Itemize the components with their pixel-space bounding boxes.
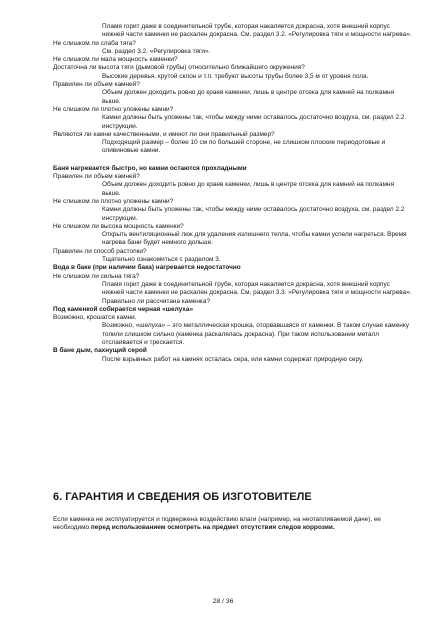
warranty-emphasis: перед использованием осмотреть на предмет отсутствия следов коррозии. bbox=[90, 524, 335, 532]
check-answer: Высокие деревья, крутой склон и т.п. требуют высоты трубы более 3,5 м от уровня пола. bbox=[102, 72, 369, 80]
check-answer: Объем должен доходить ровно до краев каменки, лишь в центре отсека для камней на полкамня выше. bbox=[102, 181, 395, 197]
check-answer: Камни должны быть уложены так, чтобы между ними оставалось достаточно воздуха, см. раздел 2.2. инструкции. bbox=[102, 114, 407, 130]
check-answer: Пламя горит даже в соединительной трубе, которая накаляется докрасна, хотя внешний корпус нижней части каменки не раскален докрасна. См. раздел 3.3. «Регулировка тяги и мощности нагрева». Правильно ли рассчитана каменка? bbox=[102, 280, 412, 305]
check-question: Возможно, крошатся камни. bbox=[53, 314, 137, 322]
section-title: 6. ГАРАНТИЯ И СВЕДЕНИЯ ОБ ИЗГОТОВИТЕЛЕ bbox=[53, 491, 312, 503]
check-question: Достаточна ли высота тяги (дымовой трубы) относительно ближайшего окружения? bbox=[53, 64, 305, 72]
check-answer: Тщательно ознакомиться с разделом 3. bbox=[102, 256, 221, 264]
problem-heading: В бане дым, пахнущий серой bbox=[53, 347, 147, 355]
check-answer: Возможно, «шелуха» – это металлическая крошка, оторвавшаяся от каменки. В таком случае каменку топили слишком сильно (каменка раскалялась докрасна). При таком использовании металл отслаивается и трескается. bbox=[102, 322, 409, 346]
check-answer: Объем должен доходить ровно до краев каменки, лишь в центре отсека для камней на полкамня выше. bbox=[102, 89, 395, 105]
check-question: Не слишком ли сильна тяга? bbox=[53, 272, 140, 280]
check-question: Не слишком ли плотно уложены камни? bbox=[53, 105, 174, 113]
check-question: Правилен ли объем камней? bbox=[53, 173, 140, 181]
check-question: Являются ли камни качественными, и имеют ли они правильный размер? bbox=[53, 130, 275, 138]
check-question: Не слишком ли слаба тяга? bbox=[53, 39, 136, 47]
warranty-paragraph bbox=[53, 516, 403, 533]
check-answer: Пламя горит даже в соединительной трубе, которая накаляется докрасна, хотя внешний корпус нижней части каменки не раскален докрасна. См. раздел 3.2. «Регулировка тяги и мощности нагрева». bbox=[102, 23, 412, 39]
check-question: Не слишком ли плотно уложены камни? bbox=[53, 197, 174, 205]
page-number: 28 / 36 bbox=[212, 598, 234, 605]
problem-heading: Баня нагревается быстро, но камни остаются прохладными bbox=[53, 164, 247, 172]
check-question: Не слишком ли высока мощность каменки? bbox=[53, 222, 184, 230]
troubleshooting-list bbox=[53, 23, 413, 364]
check-answer: После взрывных работ на камнях осталась сера, или камни содержат природную серу. bbox=[102, 355, 364, 363]
check-answer: Открыть вентиляционный люк для удаления излишнего тепла, чтобы камни успели нагреться. Время нагрева бани будет немного дольше. bbox=[102, 231, 407, 247]
check-question: Правилен ли способ растопки? bbox=[53, 247, 147, 255]
check-question: Правилен ли объем камней? bbox=[53, 81, 140, 89]
warranty-text: Если каменка не эксплуатируется и подвержена воздействию влаги (например, на неотапливаемой даче), ее необходимо bbox=[53, 516, 382, 532]
check-answer: Камни должны быть уложены так, чтобы между ними оставалось достаточно воздуха, см. раздел 2.2 инструкции. bbox=[102, 206, 405, 222]
problem-heading: Под каменкой собирается черная «шелуха» bbox=[53, 305, 194, 313]
problem-heading: Вода в баке (при наличии бака) нагревается недостаточно bbox=[53, 264, 241, 272]
check-question: Не слишком ли мала мощность каменки? bbox=[53, 56, 178, 64]
spacer bbox=[53, 156, 413, 165]
check-answer: См. раздел 3.2. «Регулировка тяги». bbox=[102, 47, 211, 55]
check-answer: Подходящий размер – более 10 см по большей стороне, не слишком плоские периодотовые и оливиновые камни. bbox=[102, 139, 386, 155]
